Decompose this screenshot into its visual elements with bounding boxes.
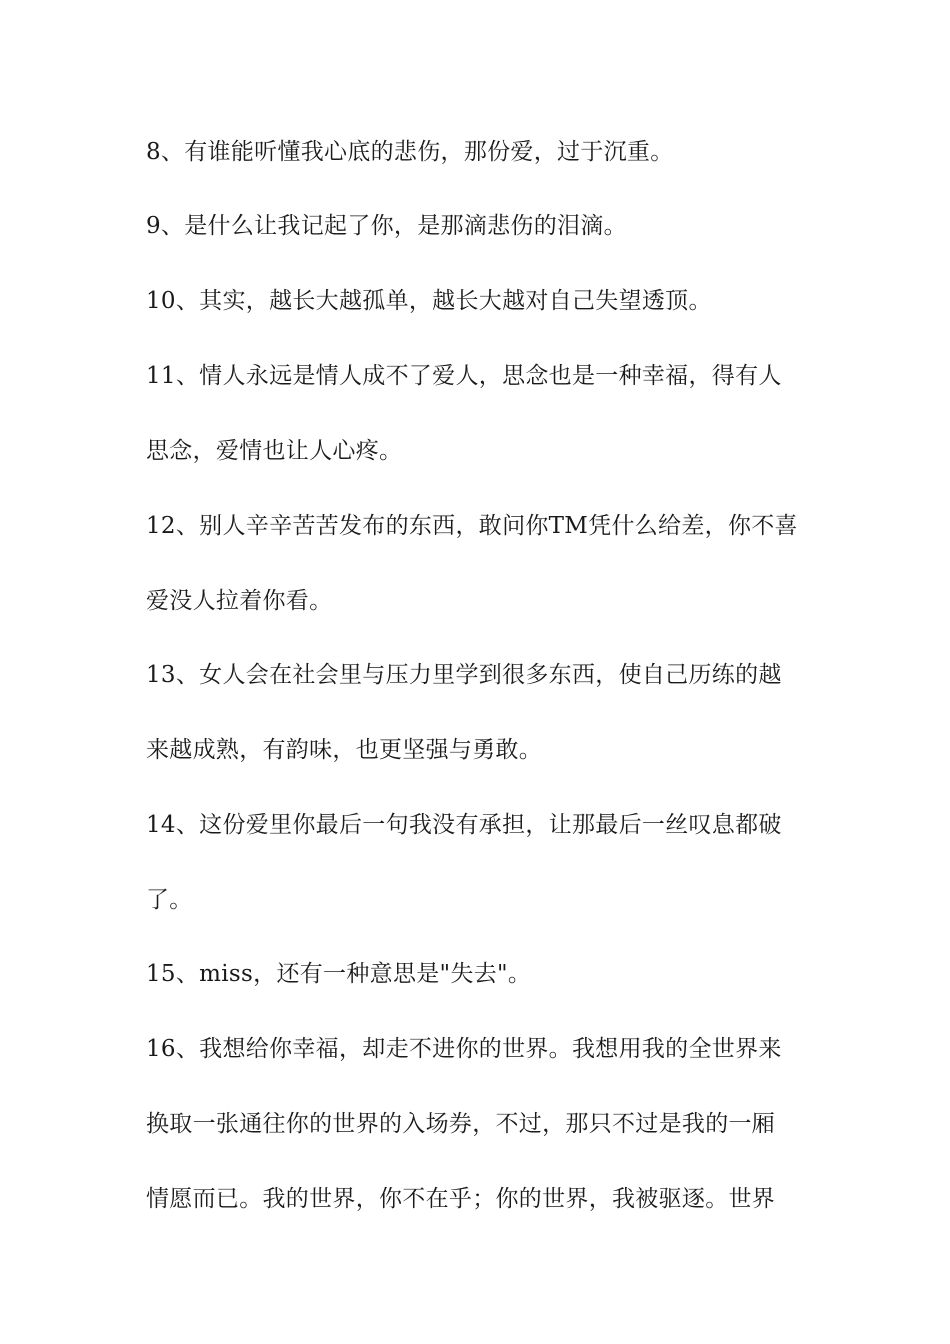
text-line: 11、情人永远是情人成不了爱人，思念也是一种幸福，得有人 xyxy=(146,363,782,389)
text-line: 13、女人会在社会里与压力里学到很多东西，使自己历练的越 xyxy=(146,662,782,688)
text-line: 8、有谁能听懂我心底的悲伤，那份爱，过于沉重。 xyxy=(146,139,674,165)
text-line: 12、别人辛辛苦苦发布的东西，敢问你TM凭什么给差，你不喜 xyxy=(146,513,798,539)
text-line: 思念，爱情也让人心疼。 xyxy=(146,438,403,464)
text-line: 9、是什么让我记起了你，是那滴悲伤的泪滴。 xyxy=(146,213,627,239)
text-line: 情愿而已。我的世界，你不在乎；你的世界，我被驱逐。世界 xyxy=(146,1186,776,1212)
text-line: 换取一张通往你的世界的入场券，不过，那只不过是我的一厢 xyxy=(146,1111,776,1137)
text-line: 10、其实，越长大越孤单，越长大越对自己失望透顶。 xyxy=(146,288,712,314)
text-line: 来越成熟，有韵味，也更坚强与勇敢。 xyxy=(146,737,543,763)
text-line: 了。 xyxy=(146,887,193,913)
text-line: 15、miss，还有一种意思是"失去"。 xyxy=(146,961,532,987)
text-line: 16、我想给你幸福，却走不进你的世界。我想用我的全世界来 xyxy=(146,1036,782,1062)
text-line: 14、这份爱里你最后一句我没有承担，让那最后一丝叹息都破 xyxy=(146,812,782,838)
text-line: 爱没人拉着你看。 xyxy=(146,588,333,614)
